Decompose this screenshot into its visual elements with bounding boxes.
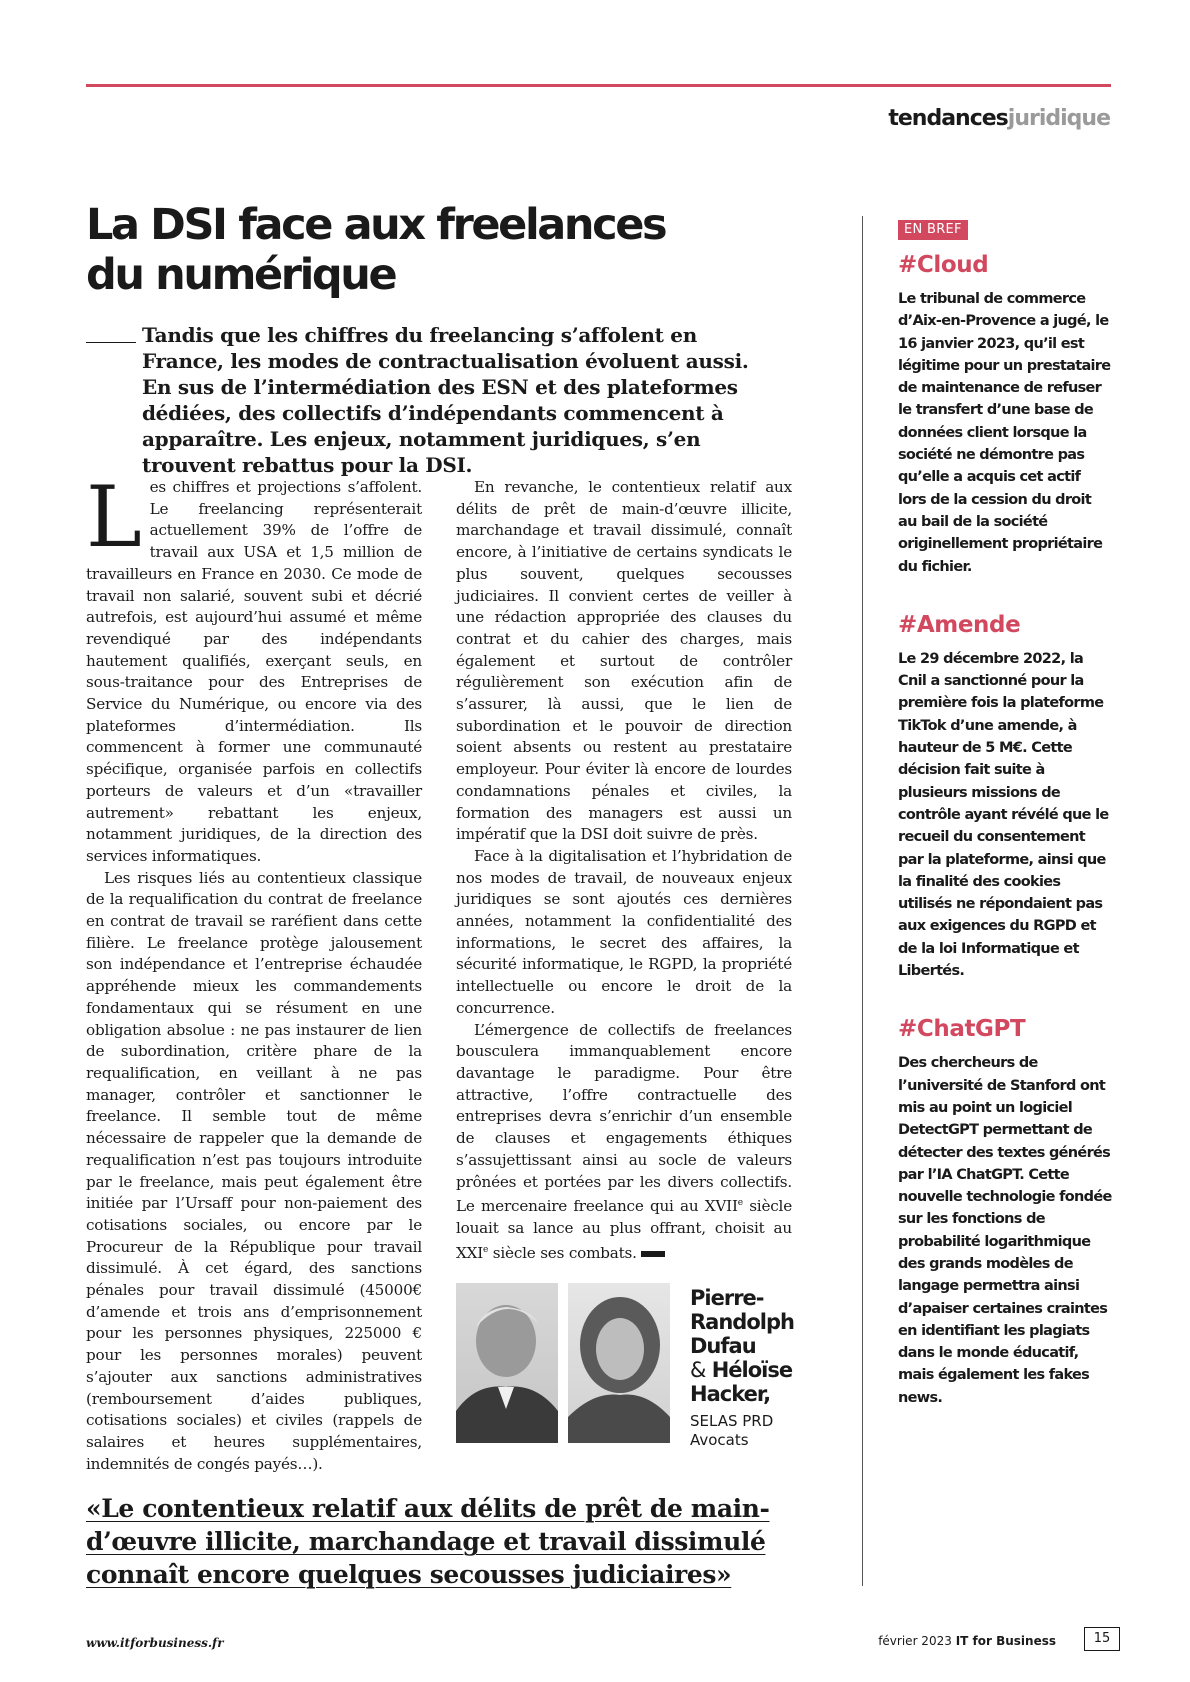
section-label-primary: tendances xyxy=(888,106,1008,131)
article-lede: Tandis que les chiffres du freelancing s’affolent en France, les modes de contractualisation évoluent aussi. En sus de l’intermédiation des ESN et des plateformes dédiées, des collectifs d’indépendants commencent à apparaître. Les enjeux, notamment juridiques, s’en trouvent rebattus pour la DSI. xyxy=(142,323,749,477)
body-paragraph-text: L’émergence de collectifs de freelances bousculera immanquablement encore davantage le paradigme. Pour être attractive, l’offre contractuelle des entreprises devra s’enrichir d’un ensemble de clauses et engagements éthiques s’assujettissant ainsi au socle de valeurs prônées et portées par les divers collectifs. Le mercenaire freelance qui au XVII xyxy=(456,1020,792,1216)
author-name-2 xyxy=(690,1358,810,1406)
body-paragraph-text: siècle ses combats. xyxy=(488,1243,637,1262)
footer-brand: IT for Business xyxy=(955,1634,1056,1648)
author-firm: SELAS PRD Avocats xyxy=(690,1412,774,1449)
sidebar-divider xyxy=(862,216,863,1586)
author-name-2-text: Héloïse Hacker, xyxy=(690,1358,793,1406)
sidebar-note-amende: Le 29 décembre 2022, la Cnil a sanctionné pour la première fois la plateforme TikTok d’une amende, à hauteur de 5 M€. Cette décision fait suite à plusieurs missions de contrôle ayant révélé que le recueil du consentement par la plateforme, ainsi que la finalité des cookies utilisés ne répondaient pas aux exigences du RGPD et de la loi Informatique et Libertés. xyxy=(898,650,1109,980)
footer-date: février 2023 xyxy=(878,1634,952,1648)
body-paragraph xyxy=(86,468,422,868)
author-photo-pierre-randolph-dufau xyxy=(456,1283,558,1443)
sidebar-tag-chatgpt: #ChatGPT xyxy=(898,1016,1026,1043)
body-column-2 xyxy=(456,477,792,1264)
section-label xyxy=(888,106,1110,131)
lede-rule xyxy=(86,342,136,343)
drop-cap: L xyxy=(86,468,142,566)
body-paragraph-text: es chiffres et projections s’affolent. Le freelancing représenterait actuellement 39% de l’offre de travail aux USA et 1,5 million de travailleurs en France en 2030. Ce mode de travail non salarié, souvent subi et décrié autrefois, est aujourd’hui assumé et même revendiqué par des indépendants hautement qualifiés, exerçant seuls, en sous-traitance pour des Entreprises de Service du Numérique, ou encore via des plateformes d’intermédiation. Ils commencent à former une communauté spécifique, organisée parfois en collectifs porteurs de valeurs et d’un «travailler autrement» rebattant les enjeux, notamment juridiques, de la direction des services informatiques. xyxy=(86,478,422,865)
sidebar-note-chatgpt: Des chercheurs de l’université de Stanford ont mis au point un logiciel DetectGPT permettant de détecter des textes générés par l’IA ChatGPT. Cette nouvelle technologie fondée sur les fonctions de probabilité logarithmique des grands modèles de langage permettra ainsi d’apaiser certaines craintes en identifiant les plagiats dans le monde éducatif, mais également les fakes news. xyxy=(898,1055,1112,1406)
sidebar-tag-cloud: #Cloud xyxy=(898,252,989,278)
footer-url[interactable]: www.itforbusiness.fr xyxy=(86,1636,224,1650)
superscript: e xyxy=(737,1198,743,1209)
sidebar-en-bref xyxy=(898,218,1112,1409)
author-credit xyxy=(690,1286,810,1450)
body-paragraph: En revanche, le contentieux relatif aux délits de prêt de main-d’œuvre illicite, marchandage et travail dissimulé, connaît encore, à l’initiative de certains syndicats le plus souvent, quelques secousses judiciaires. Il convient certes de veiller à une rédaction appropriée des clauses du contrat et du cahier des charges, mais également et surtout de contrôler régulièrement son exécution afin de s’assurer, là aussi, que le lien de subordination et le pouvoir de direction soient absents ou restent au prestataire employeur. Pour éviter là encore de lourdes condamnations pénales et civiles, la formation des managers est aussi un impératif que la DSI doit suivre de près. xyxy=(456,478,792,844)
body-paragraph-text: siècle louait sa lance au plus offrant, choisit au XXI xyxy=(456,1197,792,1262)
body-paragraph: Les risques liés au contentieux classique de la requalification du contrat de freelance en contrat de travail se raréfient dans cette filière. Le freelance protège jalousement son indépendance et l’entreprise échaudée appréhende mieux les commandements fondamentaux qui se résument en une obligation absolue : ne pas instaurer de lien de subordination, critère phare de la requalification, en veillant à ne pas manager, contrôler et sanctionner le freelance. Il semble tout de même nécessaire de rappeler que la demande de requalification n’est pas toujours introduite par le freelance, mais peut également être initiée par l’Ursaff pour non-paiement des cotisations sociales, ou encore par le Procureur de la République pour travail dissimulé. À cet égard, des sanctions pénales pour travail dissimulé (45000€ d’amende et trois ans d’emprisonnement pour les personnes physiques, 225000 € pour les personnes morales) peuvent s’ajouter aux sanctions administratives (remboursement d’aides publiques, cotisations sociales) et civiles (rappels de salaires et heures supplémentaires, indemnités de congés payés…). xyxy=(86,868,422,1473)
footer-issue xyxy=(878,1634,1056,1648)
page-number: 15 xyxy=(1084,1627,1120,1651)
article-title: La DSI face aux freelances du numérique xyxy=(86,200,666,300)
author-photo-heloise-hacker xyxy=(568,1283,670,1443)
ampersand: & xyxy=(690,1358,706,1382)
pull-quote: «Le contentieux relatif aux délits de prêt de main-d’œuvre illicite, marchandage et travail dissimulé connaît encore quelques secousses judiciaires» xyxy=(86,1494,770,1589)
author-name-1: Pierre-Randolph Dufau xyxy=(690,1286,794,1358)
body-paragraph xyxy=(456,1020,792,1265)
section-label-secondary: juridique xyxy=(1007,106,1110,131)
sidebar-note-cloud: Le tribunal de commerce d’Aix-en-Provence a jugé, le 16 janvier 2023, qu’il est légitime pour un prestataire de maintenance de refuser le transfert d’une base de données client lorsque la société ne démontre pas qu’elle a acquis cet actif lors de la cession du droit au bail de la société originellement propriétaire du fichier. xyxy=(898,291,1111,575)
end-mark xyxy=(641,1251,665,1257)
top-rule xyxy=(86,84,1111,87)
body-paragraph: Face à la digitalisation et l’hybridation de nos modes de travail, de nouveaux enjeux juridiques se sont ajoutés ces dernières années, notamment la confidentialité des informations, le secret des affaires, la sécurité informatique, le RGPD, la propriété intellectuelle ou encore le droit de la concurrence. xyxy=(456,846,792,1017)
body-column-1 xyxy=(86,468,422,1475)
sidebar-tag-amende: #Amende xyxy=(898,611,1021,638)
en-bref-badge: EN BREF xyxy=(898,220,968,240)
superscript: e xyxy=(483,1244,489,1255)
